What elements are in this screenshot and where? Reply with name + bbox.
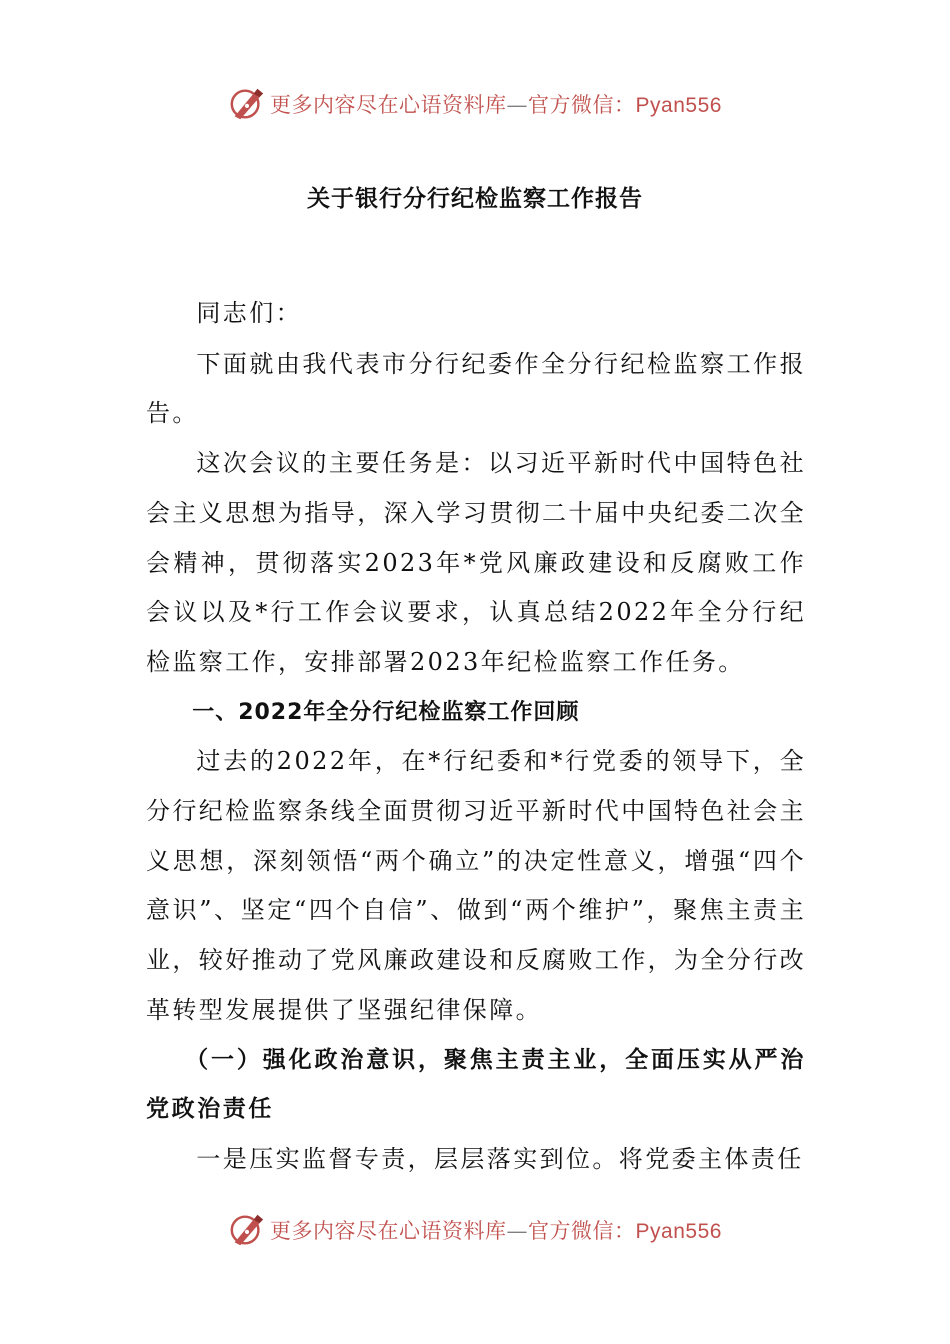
paragraph-greeting: 同志们： (196, 299, 302, 327)
watermark-wechat-id: Pyan556 (635, 94, 722, 117)
pen-nib-logo-icon (228, 1211, 266, 1249)
watermark-text (270, 1215, 722, 1245)
watermark-banner-bottom (0, 1208, 950, 1252)
watermark-main-text: 更多内容尽在心语资料库 (270, 93, 507, 117)
watermark-main-text: 更多内容尽在心语资料库 (270, 1219, 507, 1243)
document-body (146, 289, 806, 1185)
subsection-heading-1: （一）强化政治意识，聚焦主责主业，全面压实从严治党政治责任 (146, 1046, 806, 1123)
section-heading-1: 一、2022年全分行纪检监察工作回顾 (192, 699, 580, 725)
paragraph-meeting-tasks: 这次会议的主要任务是：以习近平新时代中国特色社会主义思想为指导，深入学习贯彻二十届中央纪委二次全会精神，贯彻落实2023年*党风廉政建设和反腐败工作会议以及*行工作会议要求，认真总结2022年全分行纪检监察工作，安排部署2023年纪检监察工作任务。 (146, 449, 806, 676)
watermark-wechat-id: Pyan556 (635, 1220, 722, 1243)
watermark-separator: — (506, 93, 529, 117)
paragraph-intro: 下面就由我代表市分行纪委作全分行纪检监察工作报告。 (146, 349, 806, 428)
document-title: 关于银行分行纪检监察工作报告 (307, 186, 643, 212)
pen-nib-logo-icon (228, 85, 266, 123)
watermark-separator: — (506, 1219, 529, 1243)
watermark-official-label: 官方微信： (528, 93, 636, 117)
watermark-official-label: 官方微信： (528, 1219, 636, 1243)
watermark-banner-top (0, 82, 950, 126)
paragraph-review: 过去的2022年，在*行纪委和*行党委的领导下，全分行纪检监察条线全面贯彻习近平新时代中国特色社会主义思想，深刻领悟“两个确立”的决定性意义，增强“四个意识”、坚定“四个自信”、做到“两个维护”，聚焦主责主业，较好推动了党风廉政建设和反腐败工作，为全分行改革转型发展提供了坚强纪律保障。 (146, 747, 806, 1024)
watermark-text (270, 89, 722, 119)
paragraph-point-1: 一是压实监督专责，层层落实到位。将党委主体责任 (196, 1144, 804, 1173)
